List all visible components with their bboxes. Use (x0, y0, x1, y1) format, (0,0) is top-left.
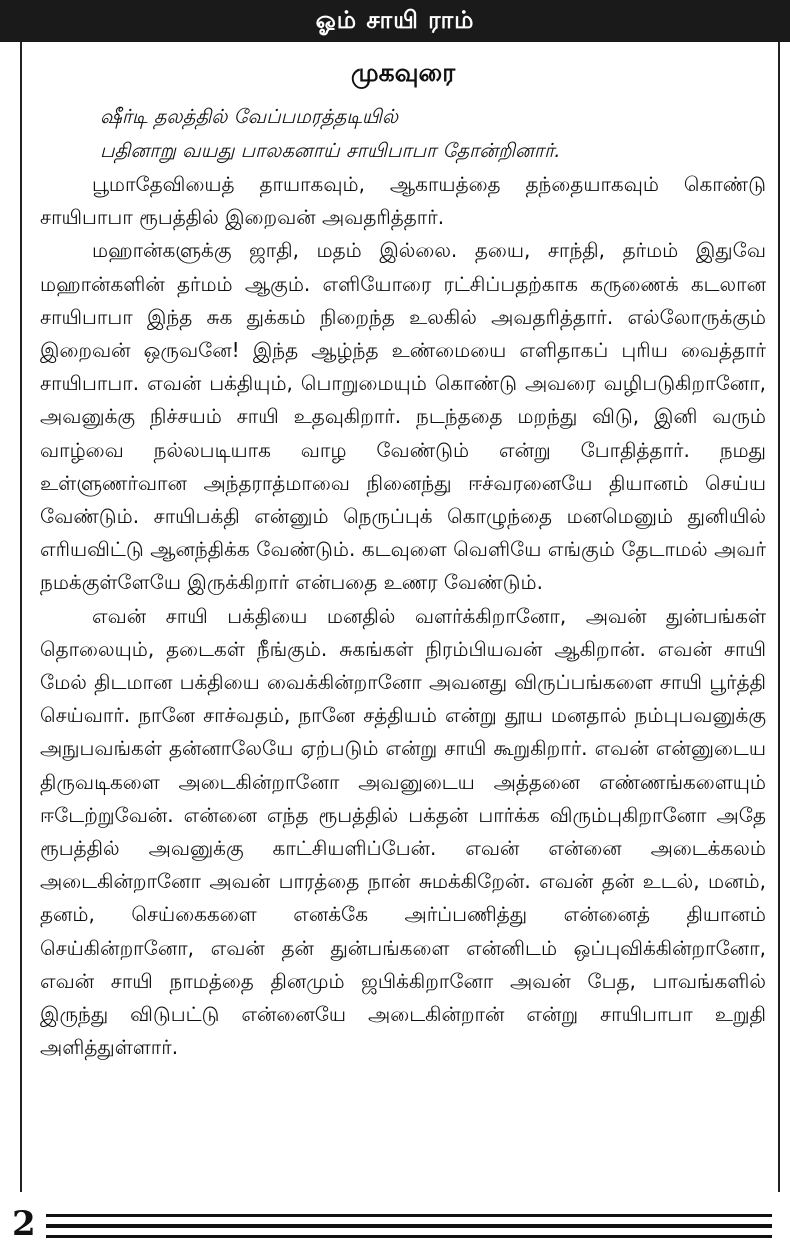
footer-rule-top (46, 1214, 772, 1217)
paragraph-2: மஹான்களுக்கு ஜாதி, மதம் இல்லை. தயை, சாந்தி, தர்மம் இதுவே மஹான்களின் தர்மம் ஆகும். எளியோரை ரட்சிப்பதற்காக கருணைக் கடலான சாயிபாபா இந்த சுக துக்கம் நிறைந்த உலகில் அவதரித்தார். எல்லோருக்கும் இறைவன் ஒருவனே! இந்த ஆழ்ந்த உண்மையை எளிதாகப் புரிய வைத்தார் சாயிபாபா. எவன் பக்தியும், பொறுமையும் கொண்டு அவரை வழிபடுகிறானோ, அவனுக்கு நிச்சயம் சாயி உதவுகிறார். நடந்ததை மறந்து விடு, இனி வரும் வாழ்வை நல்லபடியாக வாழ வேண்டும் என்று போதித்தார். நமது உள்ளுணர்வான அந்தராத்மாவை நினைந்து ஈச்வரனையே தியானம் செய்ய வேண்டும். சாயிபக்தி என்னும் நெருப்புக் கொழுந்தை மனமெனும் துனியில் எரியவிட்டு ஆனந்திக்க வேண்டும். கடவுளை வெளியே எங்கும் தேடாமல் அவர் நமக்குள்ளேயே இருக்கிறார் என்பதை உணர வேண்டும். (40, 238, 766, 595)
page-content (20, 42, 780, 1192)
verse-line-2: பதினாறு வயது பாலகனாய் சாயிபாபா தோன்றினார். (100, 139, 561, 162)
verse-line-1: ஷீர்டி தலத்தில் வேப்பமரத்தடியில் (100, 105, 399, 128)
footer-rule-middle (46, 1224, 772, 1228)
section-title: முகவுரை (350, 58, 456, 87)
header-title: ஓம் சாயி ராம் (315, 5, 475, 34)
paragraph-1: பூமாதேவியைத் தாயாகவும், ஆகாயத்தை தந்தையாகவும் கொண்டு சாயிபாபா ரூபத்தில் இறைவன் அவதரித்தார். (40, 172, 766, 230)
header-band (0, 0, 790, 42)
page-number: 2 (12, 1204, 36, 1244)
footer-rule-bottom (46, 1235, 772, 1238)
paragraph-3: எவன் சாயி பக்தியை மனதில் வளர்க்கிறானோ, அவன் துன்பங்கள் தொலையும், தடைகள் நீங்கும். சுகங்கள் நிரம்பியவன் ஆகிறான். எவன் சாயி மேல் திடமான பக்தியை வைக்கின்றானோ அவனது விருப்பங்களை சாயி பூர்த்தி செய்வார். நானே சாச்வதம், நானே சத்தியம் என்று தூய மனதால் நம்புபவனுக்கு அநுபவங்கள் தன்னாலேயே ஏற்படும் என்று சாயி கூறுகிறார். எவன் என்னுடைய திருவடிகளை அடைகின்றானோ அவனுடைய அத்தனை எண்ணங்களையும் ஈடேற்றுவேன். என்னை எந்த ரூபத்தில் பக்தன் பார்க்க விரும்புகிறானோ அதே ரூபத்தில் அவனுக்கு காட்சியளிப்பேன். எவன் என்னை அடைக்கலம் அடைகின்றானோ அவன் பாரத்தை நான் சுமக்கிறேன். எவன் தன் உடல், மனம், தனம், செய்கைகளை எனக்கே அர்ப்பணித்து என்னைத் தியானம் செய்கின்றானோ, எவன் தன் துன்பங்களை என்னிடம் ஒப்புவிக்கின்றானோ, எவன் சாயி நாமத்தை தினமும் ஜபிக்கிறானோ அவன் பேத, பாவங்களில் இருந்து விடுபட்டு என்னையே அடைகின்றான் என்று சாயிபாபா உறுதி அளித்துள்ளார். (40, 603, 766, 1060)
page-footer (0, 1204, 790, 1248)
